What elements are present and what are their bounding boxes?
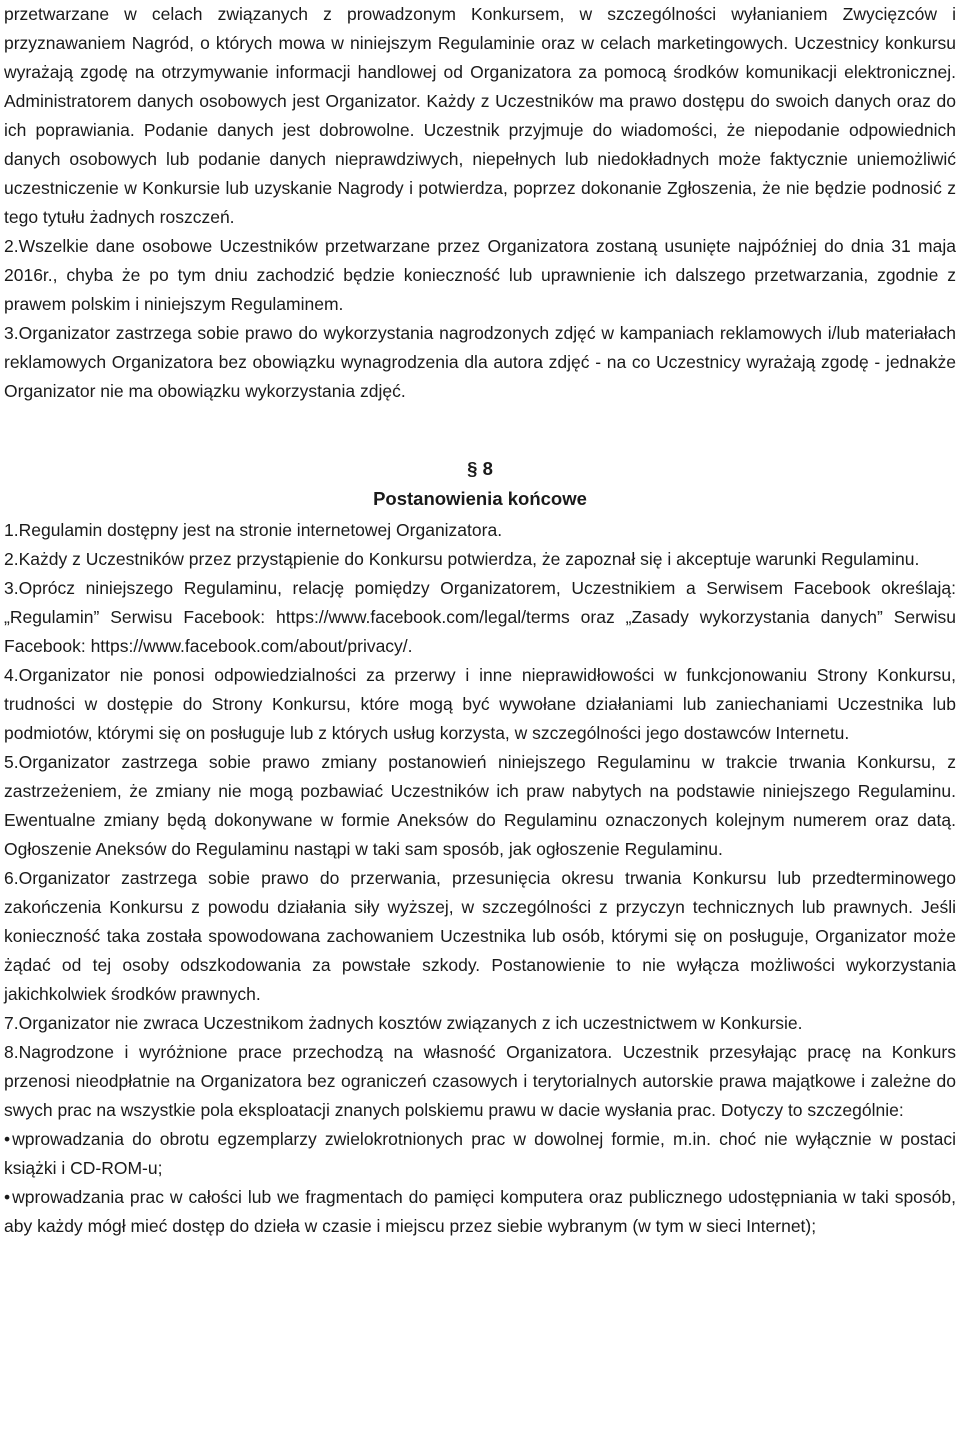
clause-3: 3.Oprócz niniejszego Regulaminu, relację pomiędzy Organizatorem, Uczestnikiem a Serwisem Facebook określają: „Regulamin” Serwisu Facebook: https://www.facebook.com/legal/terms oraz „Zasady wykorzystania danych” Serwisu Facebook: https://www.facebook.com/about/privacy/. (4, 578, 956, 656)
paragraph-data-processing: przetwarzane w celach związanych z prowadzonym Konkursem, w szczególności wyłanianiem Zwycięzców i przyznawaniem Nagród, o których mowa w niniejszym Regulaminie oraz w celach marketingowych. Uczestnicy konkursu wyrażają zgodę na otrzymywanie informacji handlowej od Organizatora za pomocą środków komunikacji elektronicznej. Administratorem danych osobowych jest Organizator. Każdy z Uczestników ma prawo dostępu do swoich danych oraz do ich poprawiania. Podanie danych jest dobrowolne. Uczestnik przyjmuje do wiadomości, że niepodanie odpowiednich danych osobowych lub podanie danych nieprawdziwych, niepełnych lub niedokładnych może faktycznie uniemożliwić uczestniczenie w Konkursie lub uzyskanie Nagrody i potwierdza, poprzez dokonanie Zgłoszenia, że nie będzie podnosić z tego tytułu żadnych roszczeń. (4, 4, 956, 227)
clause-6: 6.Organizator zastrzega sobie prawo do przerwania, przesunięcia okresu trwania Konkursu lub przedterminowego zakończenia Konkursu z powodu działania siły wyższej, w szczególności z przyczyn technicznych lub prawnych. Jeśli konieczność taka została spowodowana zachowaniem Uczestnika lub osób, którymi się on posługuje, Organizator może żądać od tej osoby odszkodowania za powstałe szkody. Postanowienie to nie wyłącza możliwości wykorzystania jakichkolwiek środków prawnych. (4, 868, 956, 1004)
spacer (4, 406, 956, 435)
bullet-icon: • (4, 1187, 11, 1207)
paragraph-data-deletion: 2.Wszelkie dane osobowe Uczestników przetwarzane przez Organizatora zostaną usunięte najpóźniej do dnia 31 maja 2016r., chyba że po tym dniu zachodzić będzie konieczność lub uprawnienie ich dalszego przetwarzania, zgodnie z prawem polskim i niniejszym Regulaminem. (4, 236, 956, 314)
clause-8: 8.Nagrodzone i wyróżnione prace przechodzą na własność Organizatora. Uczestnik przesyłając pracę na Konkurs przenosi nieodpłatnie na Organizatora bez ograniczeń czasowych i terytorialnych autorskie prawa majątkowe i zależne do swych prac na wszystkie pola eksploatacji znanych polskiemu prawu w dacie wysłania prac. Dotyczy to szczególnie: (4, 1042, 956, 1120)
bullet-text: wprowadzania do obrotu egzemplarzy zwielokrotnionych prac w dowolnej formie, m.in. choć nie wyłącznie w postaci książki i CD-ROM-u; (4, 1129, 956, 1178)
paragraph-photo-usage: 3.Organizator zastrzega sobie prawo do wykorzystania nagrodzonych zdjęć w kampaniach reklamowych i/lub materiałach reklamowych Organizatora bez obowiązku wynagrodzenia dla autora zdjęć - na co Uczestnicy wyrażają zgodę - jednakże Organizator nie ma obowiązku wykorzystania zdjęć. (4, 323, 956, 401)
clause-2: 2.Każdy z Uczestników przez przystąpienie do Konkursu potwierdza, że zapoznał się i akceptuje warunki Regulaminu. (4, 549, 920, 569)
section-heading (4, 454, 956, 514)
clause-5: 5.Organizator zastrzega sobie prawo zmiany postanowień niniejszego Regulaminu w trakcie trwania Konkursu, z zastrzeżeniem, że zmiany nie mogą pozbawiać Uczestników ich praw nabytych na podstawie niniejszego Regulaminu. Ewentualne zmiany będą dokonywane w formie Aneksów do Regulaminu oznaczonych kolejnym numerem oraz datą. Ogłoszenie Aneksów do Regulaminu nastąpi w taki sam sposób, jak ogłoszenie Regulaminu. (4, 752, 956, 859)
section-title: Postanowienia końcowe (373, 488, 587, 509)
bullet-item (4, 1125, 956, 1183)
clause-7: 7.Organizator nie zwraca Uczestnikom żadnych kosztów związanych z ich uczestnictwem w Konkursie. (4, 1013, 803, 1033)
clause-4: 4.Organizator nie ponosi odpowiedzialności za przerwy i inne nieprawidłowości w funkcjonowaniu Strony Konkursu, trudności w dostępie do Strony Konkursu, które mogą być wywołane działaniami lub zaniechaniami Uczestnika lub podmiotów, którymi się on posługuje lub z których usług korzysta, w szczególności jego dostawców Internetu. (4, 665, 956, 743)
clause-1: 1.Regulamin dostępny jest na stronie internetowej Organizatora. (4, 520, 503, 540)
section-number: § 8 (467, 458, 493, 479)
bullet-icon: • (4, 1129, 11, 1149)
bullet-text: wprowadzania prac w całości lub we fragmentach do pamięci komputera oraz publicznego udostępniania w taki sposób, aby każdy mógł mieć dostęp do dzieła w czasie i miejscu przez siebie wybranym (w tym w sieci Internet); (4, 1187, 956, 1236)
bullet-item (4, 1183, 956, 1241)
